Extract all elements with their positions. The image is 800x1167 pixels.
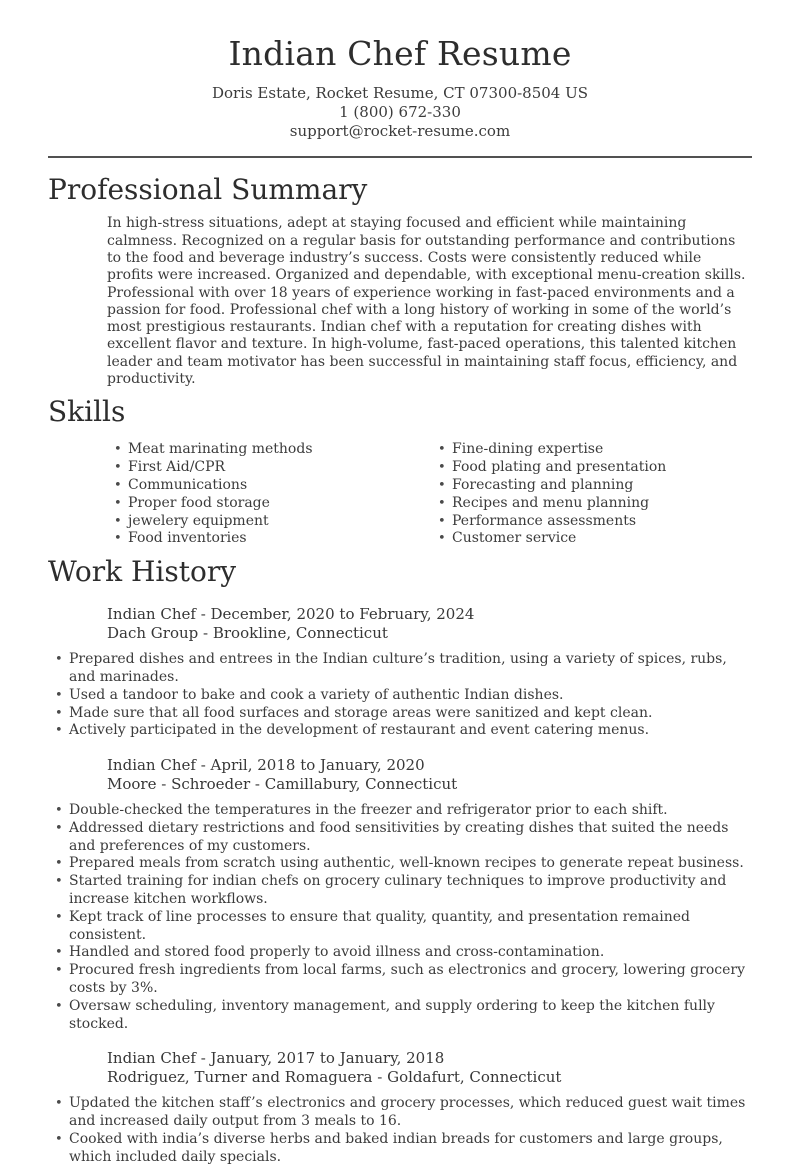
job-company-line: Moore - Schroeder - Camillabury, Connecticut <box>107 775 458 794</box>
section-professional-summary <box>48 172 752 388</box>
skill-item: • Forecasting and planning <box>431 477 752 495</box>
section-heading-summary: Professional Summary <box>48 173 368 207</box>
contact-address: Doris Estate, Rocket Resume, CT 07300-8504 US <box>211 84 589 103</box>
job-bullet-list <box>48 802 752 1033</box>
skills-column-left <box>107 441 431 548</box>
skill-item: • Recipes and menu planning <box>431 495 752 513</box>
skill-item: • Proper food storage <box>107 495 431 513</box>
skill-item: • Fine-dining expertise <box>431 441 752 459</box>
job-bullet: • Started training for indian chefs on grocery culinary techniques to improve productivity and increase kitchen workflows. <box>48 873 752 909</box>
job-bullet: • Kept track of line processes to ensure that quality, quantity, and presentation remained consistent. <box>48 909 752 945</box>
job-bullet: • Updated the kitchen staff’s electronics and grocery processes, which reduced guest wait times and increased daily output from 3 meals to 16. <box>48 1095 752 1131</box>
contact-block <box>48 84 752 140</box>
job-bullet: • Procured fresh ingredients from local farms, such as electronics and grocery, lowering grocery costs by 3%. <box>48 962 752 998</box>
resume-header <box>48 34 752 140</box>
job-bullet: • Actively participated in the development of restaurant and event catering menus. <box>48 722 752 740</box>
skill-item: • Communications <box>107 477 431 495</box>
job-title-line: Indian Chef - April, 2018 to January, 2020 <box>107 756 425 775</box>
summary-text: In high-stress situations, adept at staying focused and efficient while maintaining calmness. Recognized on a regular basis for outstanding performance and contributions to the food and beverage industry’s success. Costs were consistently reduced while profits were increased. Organized and dependable, with exceptional menu-creation skills. Professional with over 18 years of experience working in fast-paced environments and a passion for food. Professional chef with a long history of working in some of the world’s most prestigious restaurants. Indian chef with a reputation for creating dishes with excellent flavor and texture. In high-volume, fast-paced operations, this talented kitchen leader and team motivator has been successful in maintaining staff focus, efficiency, and productivity. <box>107 215 746 388</box>
job-bullet-list <box>48 1095 752 1166</box>
job-bullet: • Oversaw scheduling, inventory management, and supply ordering to keep the kitchen fully stocked. <box>48 998 752 1034</box>
job-heading <box>107 1049 752 1087</box>
skills-column-right <box>431 441 752 548</box>
section-work-history <box>48 554 752 1167</box>
job-company-line: Rodriguez, Turner and Romaguera - Goldafurt, Connecticut <box>107 1068 562 1087</box>
job-title-line: Indian Chef - January, 2017 to January, 2018 <box>107 1049 445 1068</box>
skills-list <box>107 441 752 548</box>
job-bullet: • Addressed dietary restrictions and food sensitivities by creating dishes that suited the needs and preferences of my customers. <box>48 820 752 856</box>
job-list <box>48 605 752 1167</box>
skill-item: • First Aid/CPR <box>107 459 431 477</box>
job-bullet: • Prepared meals from scratch using authentic, well-known recipes to generate repeat business. <box>48 855 752 873</box>
skill-item: • Customer service <box>431 530 752 548</box>
job-entry <box>48 1049 752 1166</box>
job-heading <box>107 756 752 794</box>
job-heading <box>107 605 752 643</box>
skill-item: • Food inventories <box>107 530 431 548</box>
skill-item: • Food plating and presentation <box>431 459 752 477</box>
job-entry <box>48 756 752 1033</box>
job-company-line: Dach Group - Brookline, Connecticut <box>107 624 388 643</box>
section-skills <box>48 394 752 548</box>
job-bullet: • Double-checked the temperatures in the freezer and refrigerator prior to each shift. <box>48 802 752 820</box>
header-divider <box>48 156 752 158</box>
section-heading-skills: Skills <box>48 395 126 429</box>
skill-item: • Meat marinating methods <box>107 441 431 459</box>
job-bullet: • Used a tandoor to bake and cook a variety of authentic Indian dishes. <box>48 687 752 705</box>
job-bullet: • Cooked with india’s diverse herbs and baked indian breads for customers and large groups, which included daily specials. <box>48 1131 752 1167</box>
skill-item: • jewelery equipment <box>107 513 431 531</box>
resume-page <box>0 34 800 1167</box>
contact-email: support@rocket-resume.com <box>289 121 511 140</box>
page-title: Indian Chef Resume <box>228 34 572 73</box>
job-title-line: Indian Chef - December, 2020 to February, 2024 <box>107 605 475 624</box>
job-bullet: • Prepared dishes and entrees in the Indian culture’s tradition, using a variety of spices, rubs, and marinades. <box>48 651 752 687</box>
job-bullet: • Handled and stored food properly to avoid illness and cross-contamination. <box>48 944 752 962</box>
section-heading-work-history: Work History <box>48 555 237 589</box>
skill-item: • Performance assessments <box>431 513 752 531</box>
job-bullet-list <box>48 651 752 740</box>
job-entry <box>48 605 752 740</box>
job-bullet: • Made sure that all food surfaces and storage areas were sanitized and kept clean. <box>48 705 752 723</box>
contact-phone: 1 (800) 672-330 <box>339 102 461 121</box>
